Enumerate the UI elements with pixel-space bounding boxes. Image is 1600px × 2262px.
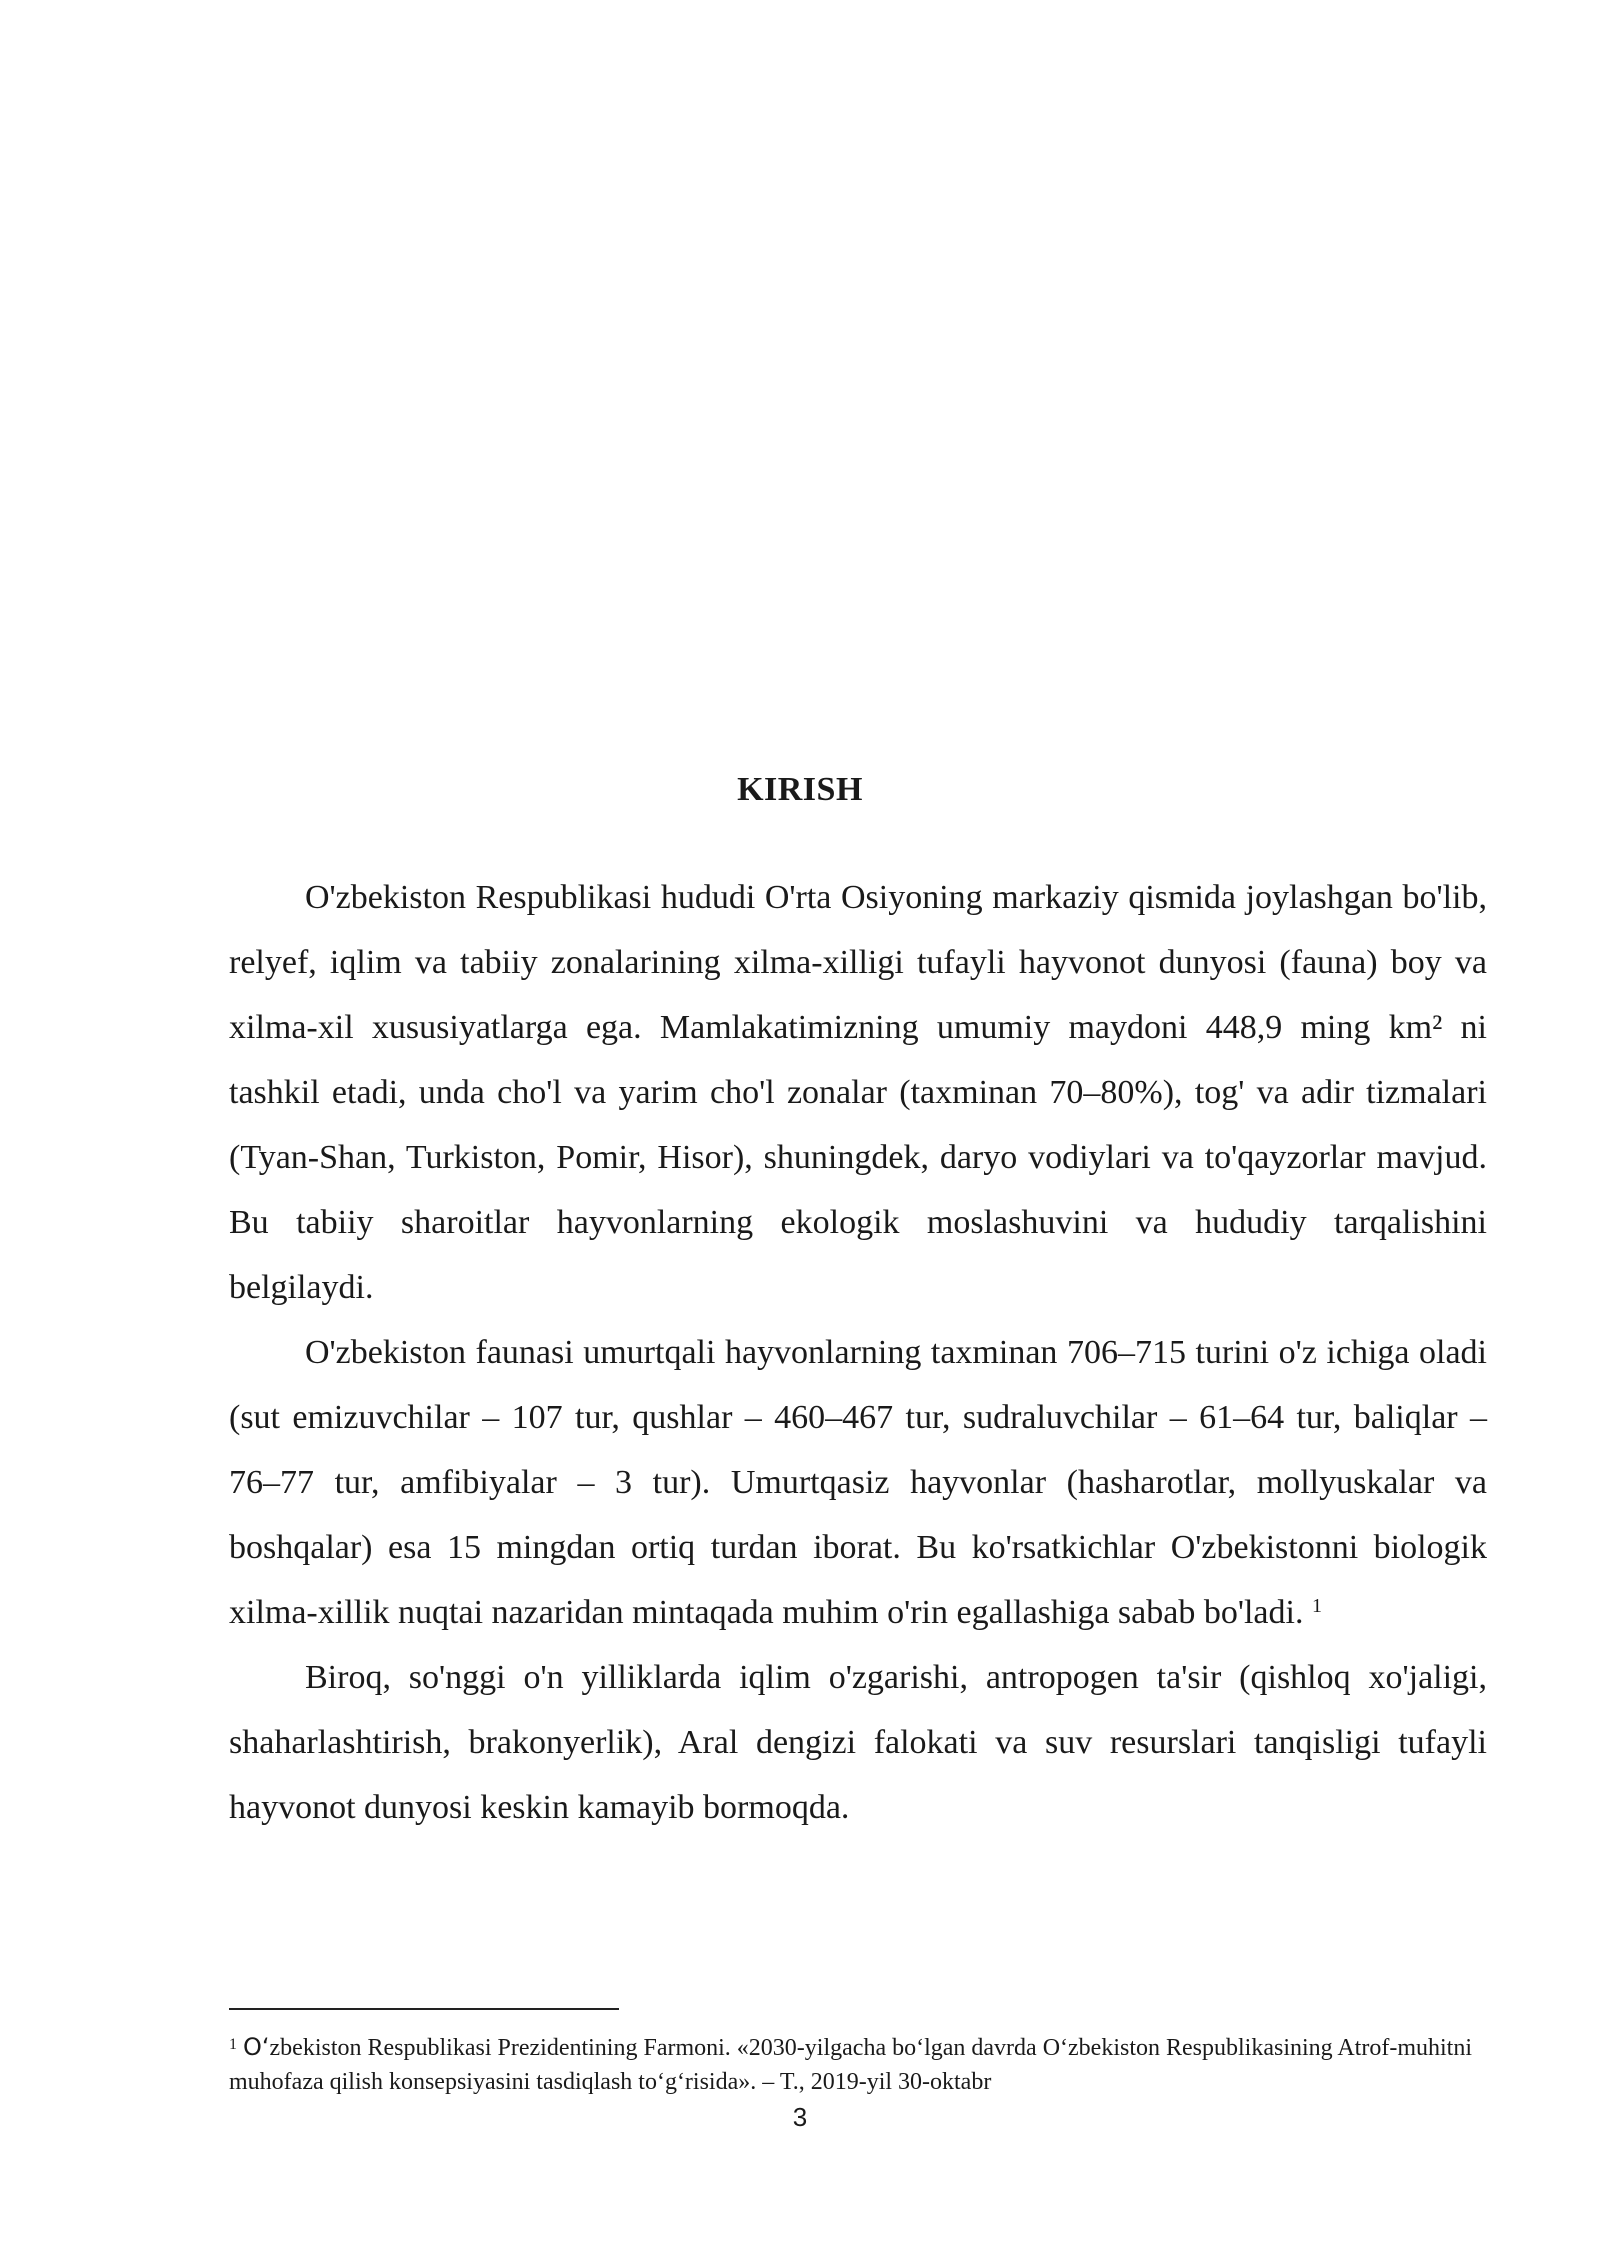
footnote-separator — [229, 2008, 619, 2010]
paragraph-2-text: O'zbekiston faunasi umurtqali hayvonlarning taxminan 706–715 turini o'z ichiga oladi (sut emizuvchilar – 107 tur, qushlar – 460–467 tur, sudraluvchilar – 61–64 tur, baliqlar – 76–77 tur, amfibiyalar – 3 tur). Umurtqasiz hayvonlar (hasharotlar, mollyuskalar va boshqalar) esa 15 mingdan ortiq turdan iborat. Bu ko'rsatkichlar O'zbekistonni biologik xilma-xillik nuqtai nazaridan mintaqada muhim o'rin egallashiga sabab bo'ladi. — [229, 1334, 1487, 1631]
page-number: 3 — [792, 2102, 808, 2132]
body-text — [229, 865, 1487, 1840]
page-title: KIRISH — [737, 771, 863, 808]
footnote-reference[interactable]: 1 — [1311, 1595, 1322, 1617]
footnote — [229, 2030, 1487, 2099]
paragraph-1-text: O'zbekiston Respublikasi hududi O'rta Osiyoning markaziy qismida joylashgan bo'lib, relyef, iqlim va tabiiy zonalarining xilma-xilligi tufayli hayvonot dunyosi (fauna) boy va xilma-xil xususiyatlarga ega. Mamlakatimizning umumiy maydoni 448,9 ming km² ni tashkil etadi, unda cho'l va yarim cho'l zonalar (taxminan 70–80%), tog' va adir tizmalari (Tyan-Shan, Turkiston, Pomir, Hisor), shuningdek, daryo vodiylari va to'qayzorlar mavjud. Bu tabiiy sharoitlar hayvonlarning ekologik moslashuvini va hududiy tarqalishini belgilaydi. — [229, 879, 1487, 1306]
paragraph-2 — [229, 1320, 1487, 1645]
footnote-first-letter: O‘ — [243, 2033, 270, 2061]
paragraph-3 — [229, 1645, 1487, 1840]
footnote-marker: 1 — [229, 2036, 237, 2053]
paragraph-1 — [229, 865, 1487, 1320]
paragraph-3-text: Biroq, so'nggi o'n yilliklarda iqlim o'zgarishi, antropogen ta'sir (qishloq xo'jaligi, shaharlashtirish, brakonyerlik), Aral dengizi falokati va suv resurslari tanqisligi tufayli hayvonot dunyosi keskin kamayib bormoqda. — [229, 1659, 1487, 1826]
footnote-text: zbekiston Respublikasi Prezidentining Farmoni. «2030-yilgacha bo‘lgan davrda O‘zbekiston Respublikasining Atrof-muhitni muhofaza qilish konsepsiyasini tasdiqlash to‘g‘risida». – T., 2019-yil 30-oktabr — [229, 2035, 1472, 2095]
